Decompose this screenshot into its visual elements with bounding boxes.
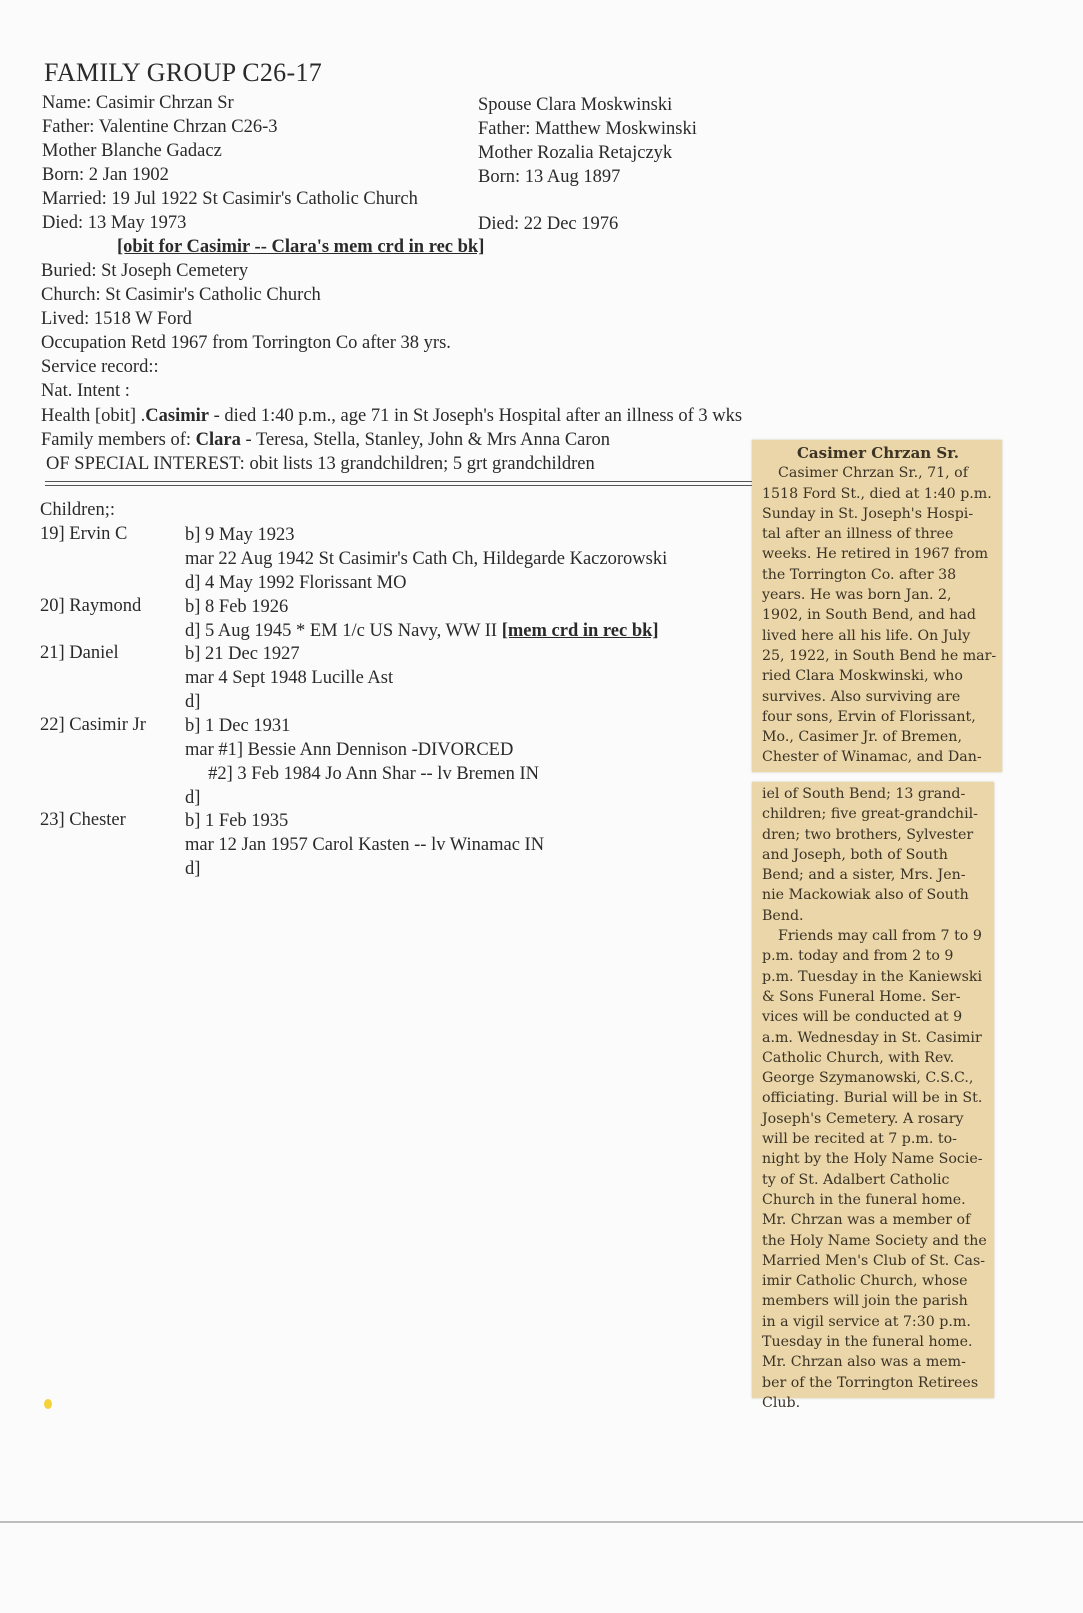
spouse-mother-field: Mother Rozalia Retajczyk — [478, 143, 673, 163]
mem-card-note: [mem crd in rec bk] — [501, 621, 659, 641]
clipping-line: & Sons Funeral Home. Ser- — [762, 988, 961, 1005]
health-field — [41, 404, 742, 428]
clipping-line: 1902, in South Bend, and had — [762, 607, 976, 624]
page-title: FAMILY GROUP C26-17 — [44, 58, 323, 87]
child-detail — [185, 619, 659, 643]
clipping-line: officiating. Burial will be in St. — [762, 1090, 983, 1107]
clipping-line: vices will be conducted at 9 — [762, 1009, 963, 1026]
clipping-line: p.m. today and from 2 to 9 — [762, 948, 954, 965]
child-name: 19] Ervin C — [40, 524, 128, 544]
clipping-line: the Holy Name Society and the — [762, 1232, 987, 1249]
clipping-line: Friends may call from 7 to 9 — [778, 928, 982, 945]
born-field: Born: 2 Jan 1902 — [42, 165, 169, 185]
child-detail: b] 21 Dec 1927 — [185, 644, 300, 664]
clipping-line: Mo., Casimer Jr. of Bremen, — [762, 729, 962, 746]
clipping-line: 25, 1922, in South Bend he mar- — [762, 647, 997, 664]
child-detail: d] 4 May 1992 Florissant MO — [185, 573, 407, 593]
clipping-line: the Torrington Co. after 38 — [762, 566, 957, 583]
health-prefix: Health [obit] . — [41, 406, 146, 426]
child-name: 22] Casimir Jr — [40, 715, 146, 735]
clipping-line: ty of St. Adalbert Catholic — [762, 1171, 950, 1188]
clipping-line: Joseph's Cemetery. A rosary — [762, 1110, 964, 1127]
clipping-line: Mr. Chrzan was a member of — [762, 1212, 971, 1229]
clipping-line: 1518 Ford St., died at 1:40 p.m. — [762, 485, 992, 502]
father-field: Father: Valentine Chrzan C26-3 — [42, 117, 278, 137]
child-detail-text: d] 5 Aug 1945 * EM 1/c US Navy, WW II — [185, 621, 502, 641]
clipping-line: members will join the parish — [762, 1293, 968, 1310]
name-field: Name: Casimir Chrzan Sr — [42, 93, 234, 113]
clipping-line: Catholic Church, with Rev. — [762, 1049, 955, 1066]
child-detail: mar 12 Jan 1957 Carol Kasten -- lv Winamac IN — [185, 835, 545, 855]
child-name: 23] Chester — [40, 810, 126, 830]
clipping-line: in a vigil service at 7:30 p.m. — [762, 1313, 971, 1330]
clipping-line: survives. Also surviving are — [762, 688, 961, 705]
child-detail: d] — [185, 692, 201, 712]
clipping-line: night by the Holy Name Socie- — [762, 1151, 983, 1168]
clipping-line: children; five great-grandchil- — [762, 806, 978, 823]
obituary-clipping-bottom — [752, 782, 994, 1411]
family-name: Clara — [195, 430, 241, 450]
child-name: 21] Daniel — [40, 643, 119, 663]
family-field — [41, 428, 610, 452]
clipping-line: Bend; and a sister, Mrs. Jen- — [762, 867, 966, 884]
spouse-field: Spouse Clara Moskwinski — [478, 95, 673, 115]
clipping-line: ber of the Torrington Retirees — [762, 1374, 979, 1391]
lived-field: Lived: 1518 W Ford — [41, 309, 192, 329]
died-field: Died: 13 May 1973 — [42, 213, 187, 233]
obituary-clipping-top — [752, 440, 1002, 772]
child-detail: #2] 3 Feb 1984 Jo Ann Shar -- lv Bremen IN — [185, 764, 540, 784]
mother-field: Mother Blanche Gadacz — [42, 141, 222, 161]
clipping-line: Casimer Chrzan Sr., 71, of — [778, 465, 968, 482]
clipping-line: dren; two brothers, Sylvester — [762, 826, 974, 843]
clipping-line: Sunday in St. Joseph's Hospi- — [762, 505, 974, 522]
nat-intent-field: Nat. Intent : — [41, 381, 130, 401]
occupation-field: Occupation Retd 1967 from Torrington Co after 38 yrs. — [41, 333, 451, 353]
clipping-line: George Szymanowski, C.S.C., — [762, 1070, 974, 1087]
health-name: Casimir — [145, 406, 210, 426]
clipping-line: will be recited at 7 p.m. to- — [762, 1131, 957, 1148]
spouse-born-field: Born: 13 Aug 1897 — [478, 167, 621, 187]
clipping-line: four sons, Ervin of Florissant, — [762, 708, 976, 725]
special-interest: OF SPECIAL INTEREST: obit lists 13 grandchildren; 5 grt grandchildren — [46, 454, 595, 474]
child-detail: b] 8 Feb 1926 — [185, 597, 289, 617]
spouse-father-field: Father: Matthew Moskwinski — [478, 119, 697, 139]
child-detail: mar #1] Bessie Ann Dennison -DIVORCED — [185, 740, 514, 760]
clipping-line: lived here all his life. On July — [762, 627, 971, 644]
clipping-line: Married Men's Club of St. Cas- — [762, 1252, 986, 1269]
clipping-line: a.m. Wednesday in St. Casimir — [762, 1029, 982, 1046]
clipping-line: imir Catholic Church, whose — [762, 1273, 968, 1290]
church-field: Church: St Casimir's Catholic Church — [41, 285, 321, 305]
clipping-line: Church in the funeral home. — [762, 1191, 966, 1208]
spouse-died-field: Died: 22 Dec 1976 — [478, 214, 619, 234]
child-detail: d] — [185, 859, 201, 879]
clipping-line: ried Clara Moskwinski, who — [762, 668, 963, 685]
family-prefix: Family members of: — [41, 430, 196, 450]
clipping-line: Bend. — [762, 907, 804, 924]
child-detail: b] 1 Feb 1935 — [185, 811, 289, 831]
clipping-line: iel of South Bend; 13 grand- — [762, 786, 966, 802]
child-detail: d] — [185, 788, 201, 808]
married-field: Married: 19 Jul 1922 St Casimir's Catholic Church — [42, 189, 418, 209]
child-detail: mar 4 Sept 1948 Lucille Ast — [185, 668, 394, 688]
clipping-line: weeks. He retired in 1967 from — [762, 546, 989, 563]
clipping-line: Mr. Chrzan also was a mem- — [762, 1354, 966, 1371]
obit-note: [obit for Casimir -- Clara's mem crd in rec bk] — [117, 237, 485, 257]
clipping-line: tal after an illness of three — [762, 526, 954, 543]
child-detail: mar 22 Aug 1942 St Casimir's Cath Ch, Hildegarde Kaczorowski — [185, 549, 668, 569]
clipping-line: Chester of Winamac, and Dan- — [762, 749, 982, 766]
health-text: - died 1:40 p.m., age 71 in St Joseph's Hospital after an illness of 3 wks — [209, 406, 743, 426]
clipping-line: nie Mackowiak also of South — [762, 887, 969, 904]
clipping-headline: Casimer Chrzan Sr. — [796, 444, 960, 462]
clipping-line: and Joseph, both of South — [762, 846, 948, 863]
scan-edge-line — [0, 1521, 1083, 1523]
service-record-field: Service record:: — [41, 357, 159, 377]
buried-field: Buried: St Joseph Cemetery — [41, 261, 249, 281]
clipping-line: years. He was born Jan. 2, — [762, 587, 952, 604]
child-name: 20] Raymond — [40, 596, 142, 616]
yellow-speck — [44, 1399, 52, 1409]
child-detail: b] 1 Dec 1931 — [185, 716, 291, 736]
children-label: Children;: — [40, 500, 116, 520]
divider — [45, 481, 770, 486]
family-text: - Teresa, Stella, Stanley, John & Mrs Anna Caron — [240, 430, 611, 450]
clipping-line: Tuesday in the funeral home. — [762, 1334, 973, 1351]
clipping-line: p.m. Tuesday in the Kaniewski — [762, 968, 983, 985]
clipping-line: Club. — [762, 1394, 801, 1411]
child-detail: b] 9 May 1923 — [185, 525, 295, 545]
